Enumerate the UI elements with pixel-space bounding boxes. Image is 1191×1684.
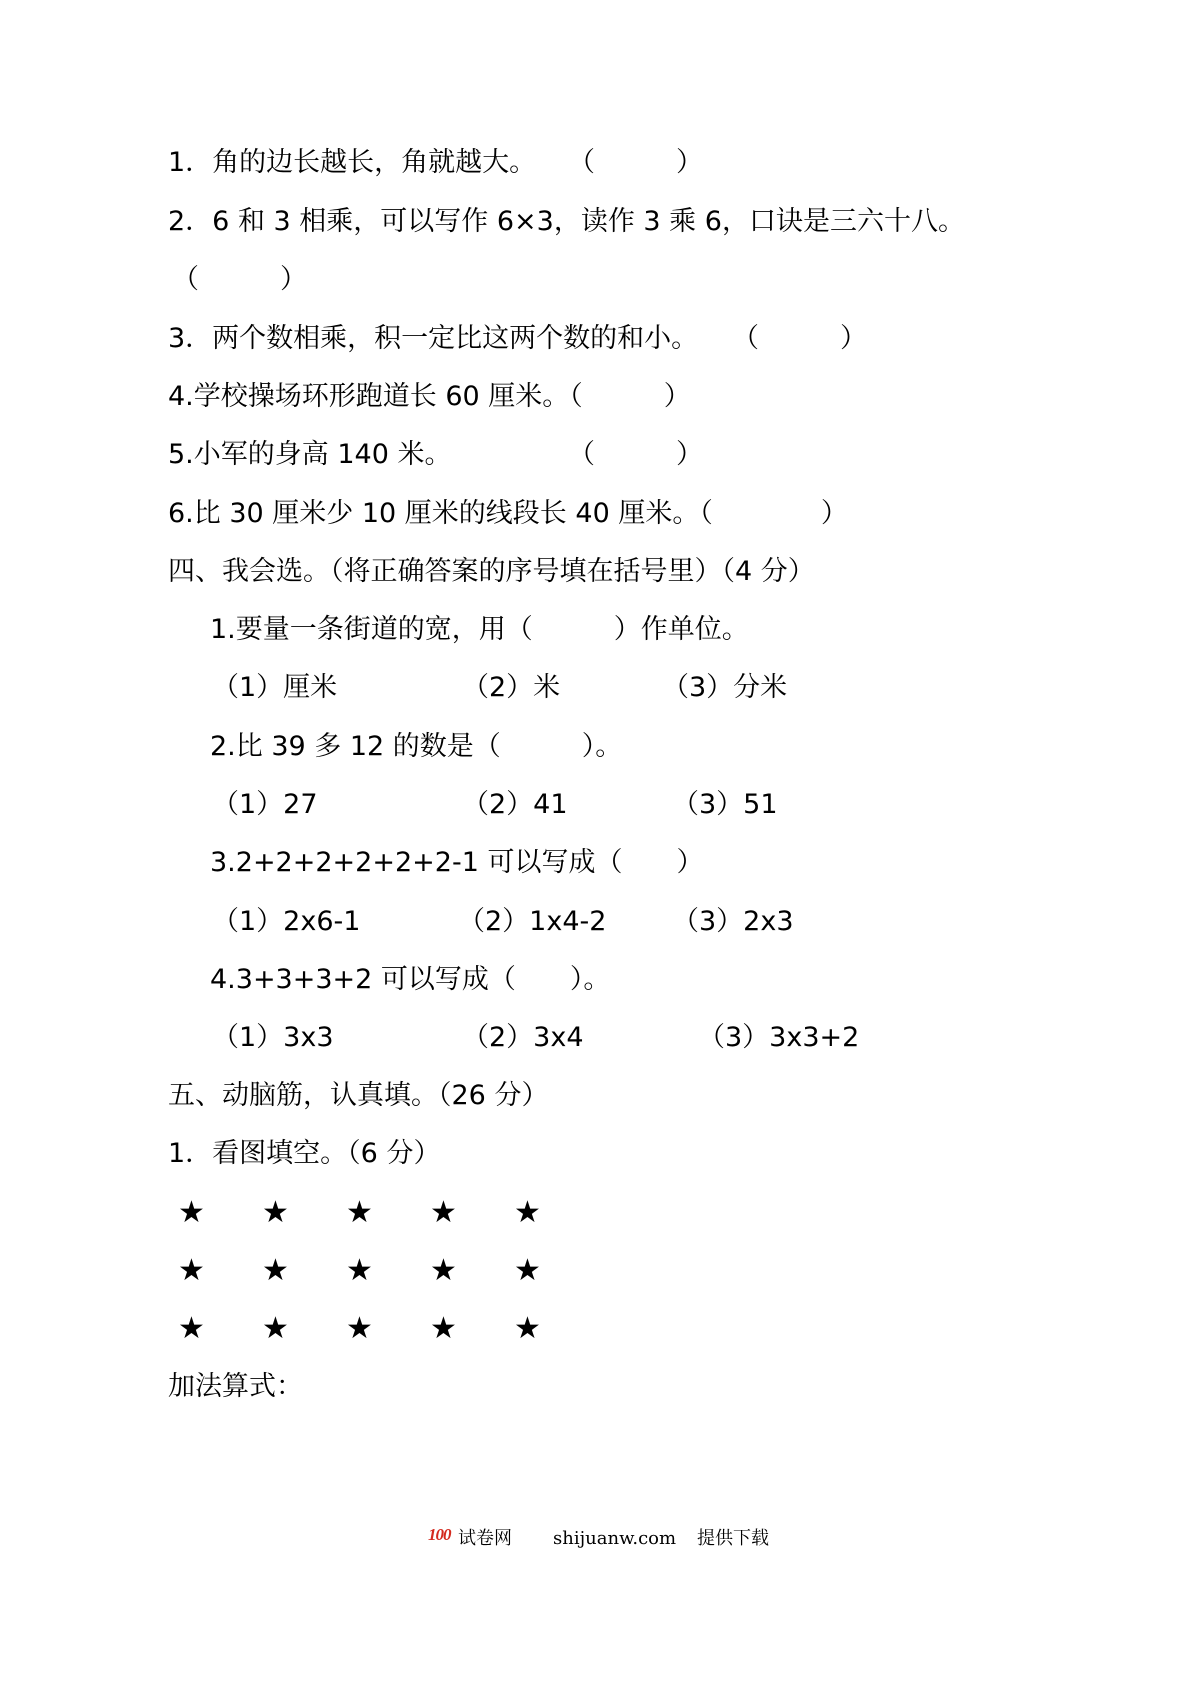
- judge-q3-answer-paren[interactable]: （ ）: [732, 323, 867, 354]
- footer-download: 提供下载: [697, 1528, 769, 1549]
- section5-title: 五、动脑筋，认真填。（26 分）: [168, 1080, 549, 1111]
- choice-q3-option-3[interactable]: （3）2x3: [672, 906, 794, 937]
- choice-q1-option-3[interactable]: （3）分米: [662, 672, 788, 703]
- judge-q2: 2．6 和 3 相乘，可以写作 6×3，读作 3 乘 6，口诀是三六十八。: [168, 206, 965, 237]
- star-icon: ★: [262, 1311, 289, 1346]
- choice-q4-option-1[interactable]: （1）3x3: [212, 1022, 334, 1053]
- star-icon: ★: [346, 1253, 373, 1288]
- judge-q5: 5.小军的身高 140 米。: [168, 439, 452, 470]
- choice-q4-stem: 4.3+3+3+2 可以写成（ ）。: [210, 964, 611, 995]
- star-icon: ★: [346, 1195, 373, 1230]
- choice-q4-option-3[interactable]: （3）3x3+2: [698, 1022, 860, 1053]
- star-icon: ★: [262, 1195, 289, 1230]
- star-icon: ★: [178, 1253, 205, 1288]
- judge-q5-answer-paren[interactable]: （ ）: [568, 439, 703, 470]
- section4-title: 四、我会选。（将正确答案的序号填在括号里）（4 分）: [168, 556, 815, 587]
- choice-q2-option-2[interactable]: （2）41: [462, 789, 568, 820]
- judge-q1: 1．角的边长越长，角就越大。: [168, 147, 537, 178]
- star-icon: ★: [514, 1311, 541, 1346]
- judge-q4: 4.学校操场环形跑道长 60 厘米。（ ）: [168, 381, 691, 412]
- choice-q3-option-2[interactable]: （2）1x4-2: [458, 906, 607, 937]
- star-icon: ★: [514, 1195, 541, 1230]
- judge-q2-answer-paren[interactable]: （ ）: [172, 264, 307, 295]
- choice-q1-option-2[interactable]: （2）米: [462, 672, 561, 703]
- judge-q3: 3．两个数相乘，积一定比这两个数的和小。: [168, 323, 699, 354]
- star-icon: ★: [514, 1253, 541, 1288]
- choice-q2-option-1[interactable]: （1）27: [212, 789, 318, 820]
- star-icon: ★: [430, 1311, 457, 1346]
- footer-site-name: 试卷网: [458, 1528, 512, 1549]
- choice-q3-stem: 3.2+2+2+2+2+2-1 可以写成（ ）: [210, 847, 704, 878]
- judge-q1-answer-paren[interactable]: （ ）: [568, 147, 703, 178]
- footer-domain[interactable]: shijuanw.com: [553, 1528, 677, 1549]
- section5-q1: 1．看图填空。（6 分）: [168, 1138, 441, 1169]
- judge-q6: 6.比 30 厘米少 10 厘米的线段长 40 厘米。（ ）: [168, 498, 848, 529]
- choice-q2-stem: 2.比 39 多 12 的数是（ ）。: [210, 731, 623, 762]
- star-icon: ★: [178, 1311, 205, 1346]
- star-icon: ★: [178, 1195, 205, 1230]
- addition-formula-label: 加法算式：: [168, 1371, 303, 1402]
- star-icon: ★: [262, 1253, 289, 1288]
- star-icon: ★: [430, 1195, 457, 1230]
- choice-q4-option-2[interactable]: （2）3x4: [462, 1022, 584, 1053]
- choice-q3-option-1[interactable]: （1）2x6-1: [212, 906, 361, 937]
- choice-q1-option-1[interactable]: （1）厘米: [212, 672, 338, 703]
- choice-q1-stem: 1.要量一条街道的宽，用（ ）作单位。: [210, 614, 749, 645]
- star-icon: ★: [346, 1311, 373, 1346]
- star-icon: ★: [430, 1253, 457, 1288]
- site-logo: 100: [428, 1525, 451, 1544]
- choice-q2-option-3[interactable]: （3）51: [672, 789, 778, 820]
